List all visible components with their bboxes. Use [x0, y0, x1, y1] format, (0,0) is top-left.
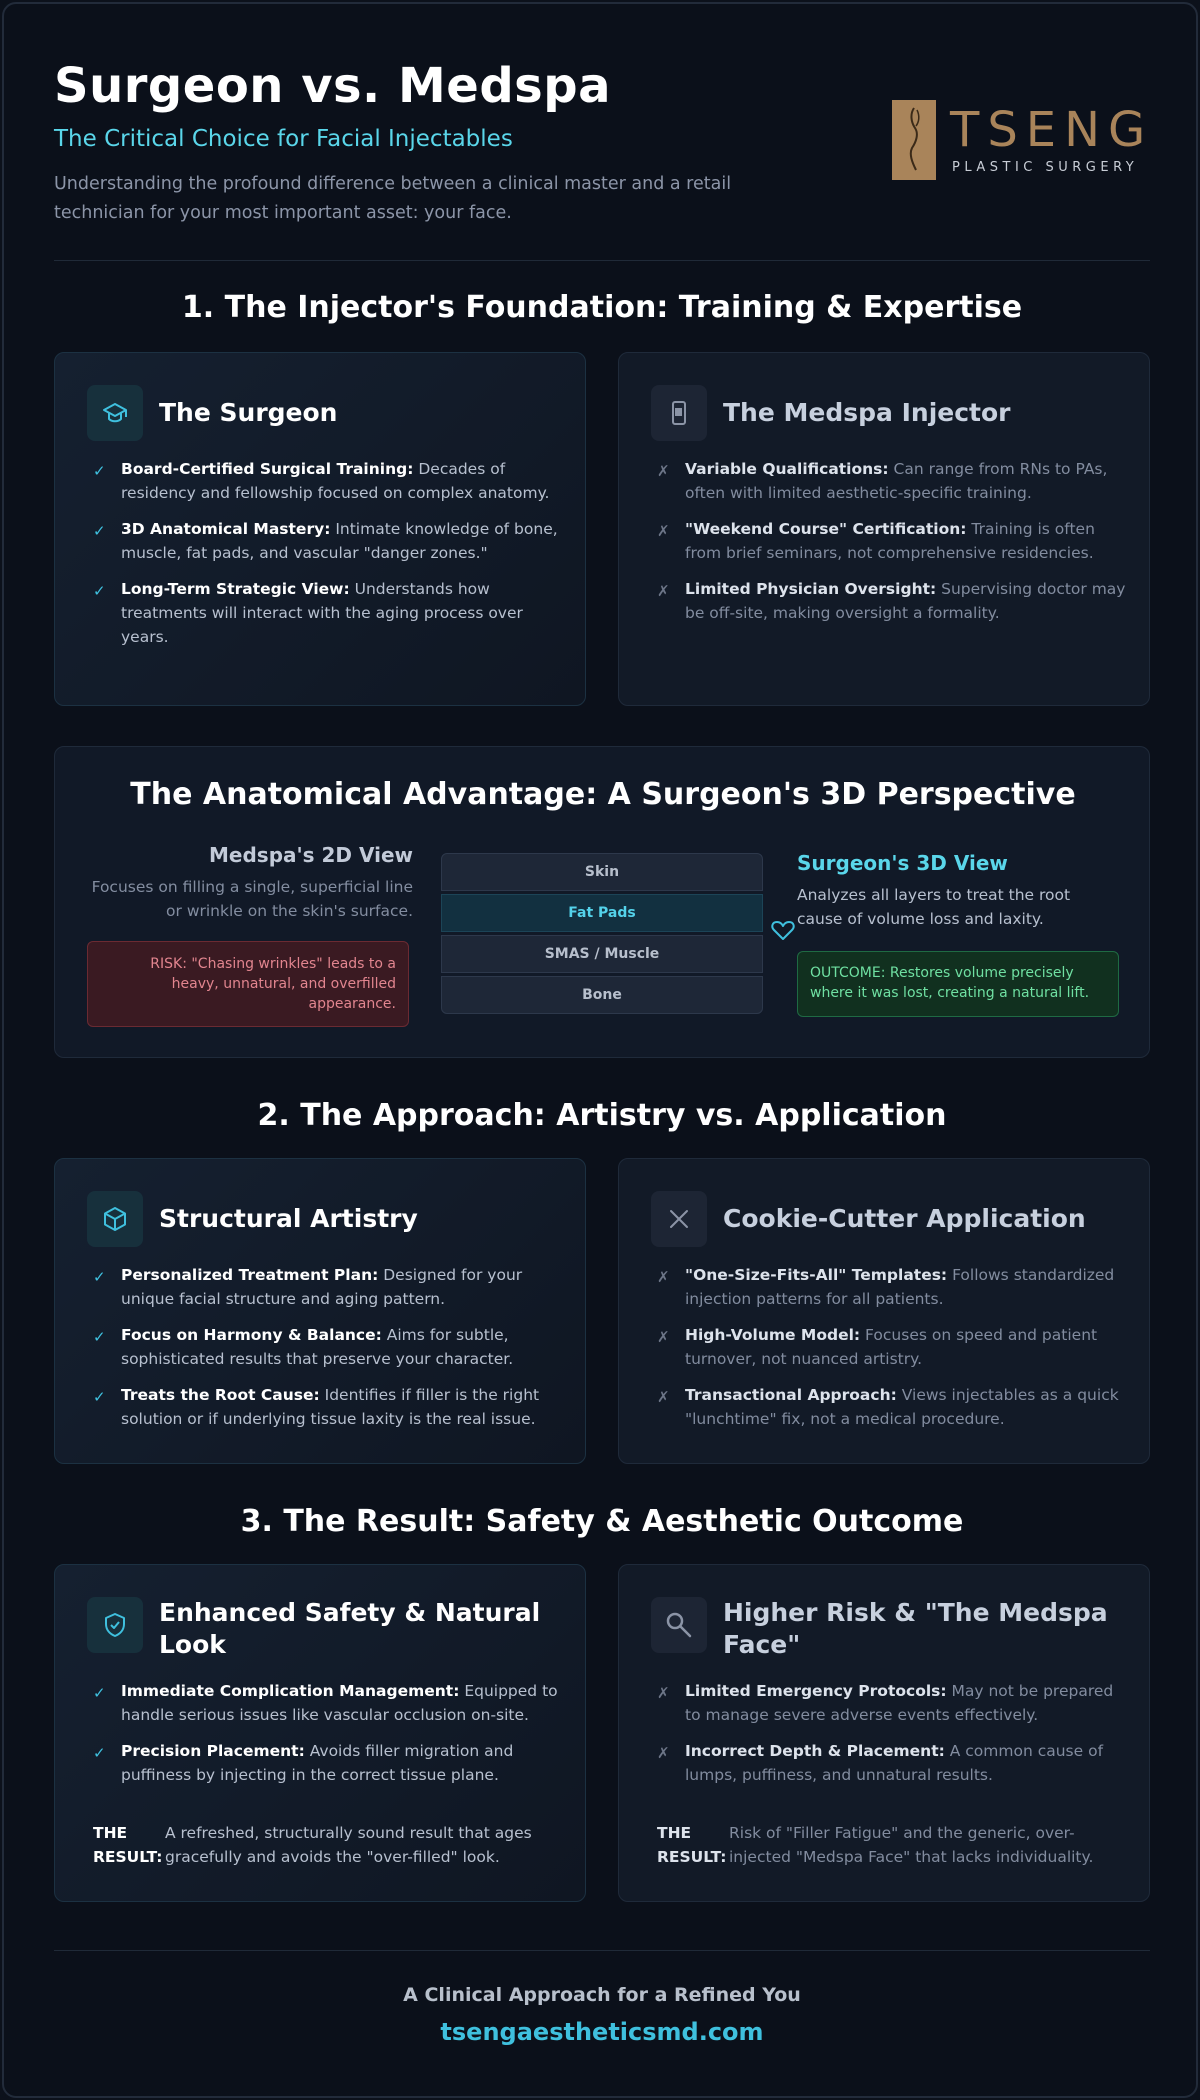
list-item: ✗ High-Volume Model: Focuses on speed and patient turnover, not nuanced artistry.	[657, 1326, 1098, 1368]
three-d-view-title: Surgeon's 3D View	[797, 851, 1008, 875]
result-text: Risk of "Filler Fatigue" and the generic, over-injected "Medspa Face" that lacks individuality.	[729, 1824, 1094, 1866]
page-subtitle: The Critical Choice for Facial Injectables	[54, 126, 513, 152]
check-icon: ✓	[93, 522, 106, 540]
artistry-list	[93, 1263, 563, 1443]
x-icon	[651, 1191, 707, 1247]
cross-icon: ✗	[657, 1268, 670, 1286]
cross-icon: ✗	[657, 1328, 670, 1346]
logo-silhouette-icon	[892, 100, 936, 180]
result-summary	[657, 1821, 1127, 1869]
logo-subtext: PLASTIC SURGERY	[952, 160, 1139, 175]
tissue-layers	[441, 853, 763, 1017]
anatomy-panel	[54, 746, 1150, 1058]
card-title: Structural Artistry	[159, 1204, 418, 1233]
certificate-icon	[651, 385, 707, 441]
cross-icon: ✗	[657, 522, 670, 540]
list-item: ✗ Incorrect Depth & Placement: A common cause of lumps, puffiness, and unnatural results.	[657, 1742, 1104, 1784]
risk-list	[657, 1679, 1127, 1799]
intro-text: Understanding the profound difference between a clinical master and a retail technician for your most important asset: your face.	[54, 174, 732, 223]
card-title: Enhanced Safety & Natural Look	[159, 1598, 541, 1659]
list-item: ✗ Limited Emergency Protocols: May not be prepared to manage severe adverse events effectively.	[657, 1682, 1114, 1724]
card-title: Cookie-Cutter Application	[723, 1204, 1086, 1233]
cube-icon	[87, 1191, 143, 1247]
medspa-training-card	[618, 352, 1150, 706]
result-text: A refreshed, structurally sound result that ages gracefully and avoids the "over-filled" look.	[165, 1824, 532, 1866]
cookie-cutter-list	[657, 1263, 1127, 1443]
anatomy-title: The Anatomical Advantage: A Surgeon's 3D Perspective	[130, 777, 1076, 812]
header	[54, 54, 1154, 224]
section-1-title: 1. The Injector's Foundation: Training & Expertise	[181, 290, 1023, 325]
heart-icon	[771, 919, 795, 945]
graduation-cap-icon	[87, 385, 143, 441]
list-item: ✓ Board-Certified Surgical Training: Decades of residency and fellowship focused on complex anatomy.	[93, 460, 550, 502]
cross-icon: ✗	[657, 1684, 670, 1702]
magnifier-icon	[651, 1597, 707, 1653]
check-icon: ✓	[93, 462, 106, 480]
list-item: ✗ Limited Physician Oversight: Supervising doctor may be off-site, making oversight a formality.	[657, 580, 1126, 622]
cross-icon: ✗	[657, 1744, 670, 1762]
section-3-title: 3. The Result: Safety & Aesthetic Outcome	[240, 1504, 964, 1539]
risk-callout: RISK: "Chasing wrinkles" leads to a heavy, unnatural, and overfilled appearance.	[87, 941, 409, 1027]
footer-divider	[54, 1950, 1150, 1951]
list-item: ✗ Variable Qualifications: Can range from RNs to PAs, often with limited aesthetic-specific training.	[657, 460, 1108, 502]
medspa-training-list	[657, 457, 1127, 637]
card-title: Higher Risk & "The Medspa Face"	[723, 1598, 1108, 1659]
three-d-view-text: Analyzes all layers to treat the root cause of volume loss and laxity.	[797, 886, 1071, 928]
footer-website-link[interactable]: tsengaestheticsmd.com	[440, 2018, 764, 2046]
layer-smas-muscle: SMAS / Muscle	[441, 935, 763, 973]
check-icon: ✓	[93, 582, 106, 600]
header-divider	[54, 260, 1150, 261]
risk-card	[618, 1564, 1150, 1902]
safety-list	[93, 1679, 563, 1799]
page-frame	[2, 2, 1198, 2098]
result-label: THE RESULT:	[657, 1824, 727, 1866]
list-item: ✗ "Weekend Course" Certification: Training is often from brief seminars, not comprehensive residencies.	[657, 520, 1095, 562]
card-title: The Medspa Injector	[723, 398, 1011, 427]
list-item: ✓ Long-Term Strategic View: Understands how treatments will interact with the aging process over years.	[93, 580, 523, 646]
cross-icon: ✗	[657, 462, 670, 480]
layer-bone: Bone	[441, 976, 763, 1014]
page-title: Surgeon vs. Medspa	[54, 58, 611, 114]
logo-wordmark: TSENG	[950, 102, 1154, 158]
list-item: ✗ Transactional Approach: Views injectables as a quick "lunchtime" fix, not a medical procedure.	[657, 1386, 1119, 1428]
layer-fat-pads: Fat Pads	[441, 894, 763, 932]
section-2-title: 2. The Approach: Artistry vs. Application	[257, 1098, 947, 1133]
layer-skin: Skin	[441, 853, 763, 891]
cross-icon: ✗	[657, 1388, 670, 1406]
card-title: The Surgeon	[159, 398, 338, 427]
result-summary	[93, 1821, 563, 1869]
check-icon: ✓	[93, 1268, 106, 1286]
check-icon: ✓	[93, 1388, 106, 1406]
shield-check-icon	[87, 1597, 143, 1653]
list-item: ✓ Precision Placement: Avoids filler migration and puffiness by injecting in the correct tissue plane.	[93, 1742, 514, 1784]
structural-artistry-card	[54, 1158, 586, 1464]
check-icon: ✓	[93, 1328, 106, 1346]
list-item: ✓ Immediate Complication Management: Equipped to handle serious issues like vascular occlusion on-site.	[93, 1682, 558, 1724]
outcome-callout: OUTCOME: Restores volume precisely where it was lost, creating a natural lift.	[797, 951, 1119, 1017]
list-item: ✓ Treats the Root Cause: Identifies if filler is the right solution or if underlying tissue laxity is the real issue.	[93, 1386, 540, 1428]
list-item: ✓ Personalized Treatment Plan: Designed for your unique facial structure and aging pattern.	[93, 1266, 523, 1308]
cross-icon: ✗	[657, 582, 670, 600]
result-label: THE RESULT:	[93, 1824, 163, 1866]
check-icon: ✓	[93, 1684, 106, 1702]
check-icon: ✓	[93, 1744, 106, 1762]
footer-tagline: A Clinical Approach for a Refined You	[403, 1984, 801, 2006]
surgeon-training-card	[54, 352, 586, 706]
list-item: ✓ Focus on Harmony & Balance: Aims for subtle, sophisticated results that preserve your character.	[93, 1326, 514, 1368]
brand-logo	[892, 100, 1154, 184]
safety-card	[54, 1564, 586, 1902]
list-item: ✗ "One-Size-Fits-All" Templates: Follows standardized injection patterns for all patients.	[657, 1266, 1115, 1308]
cookie-cutter-card	[618, 1158, 1150, 1464]
two-d-view-title: Medspa's 2D View	[209, 843, 413, 867]
list-item: ✓ 3D Anatomical Mastery: Intimate knowledge of bone, muscle, fat pads, and vascular "danger zones."	[93, 520, 558, 562]
surgeon-training-list	[93, 457, 563, 661]
two-d-view-text: Focuses on filling a single, superficial line or wrinkle on the skin's surface.	[91, 878, 413, 920]
